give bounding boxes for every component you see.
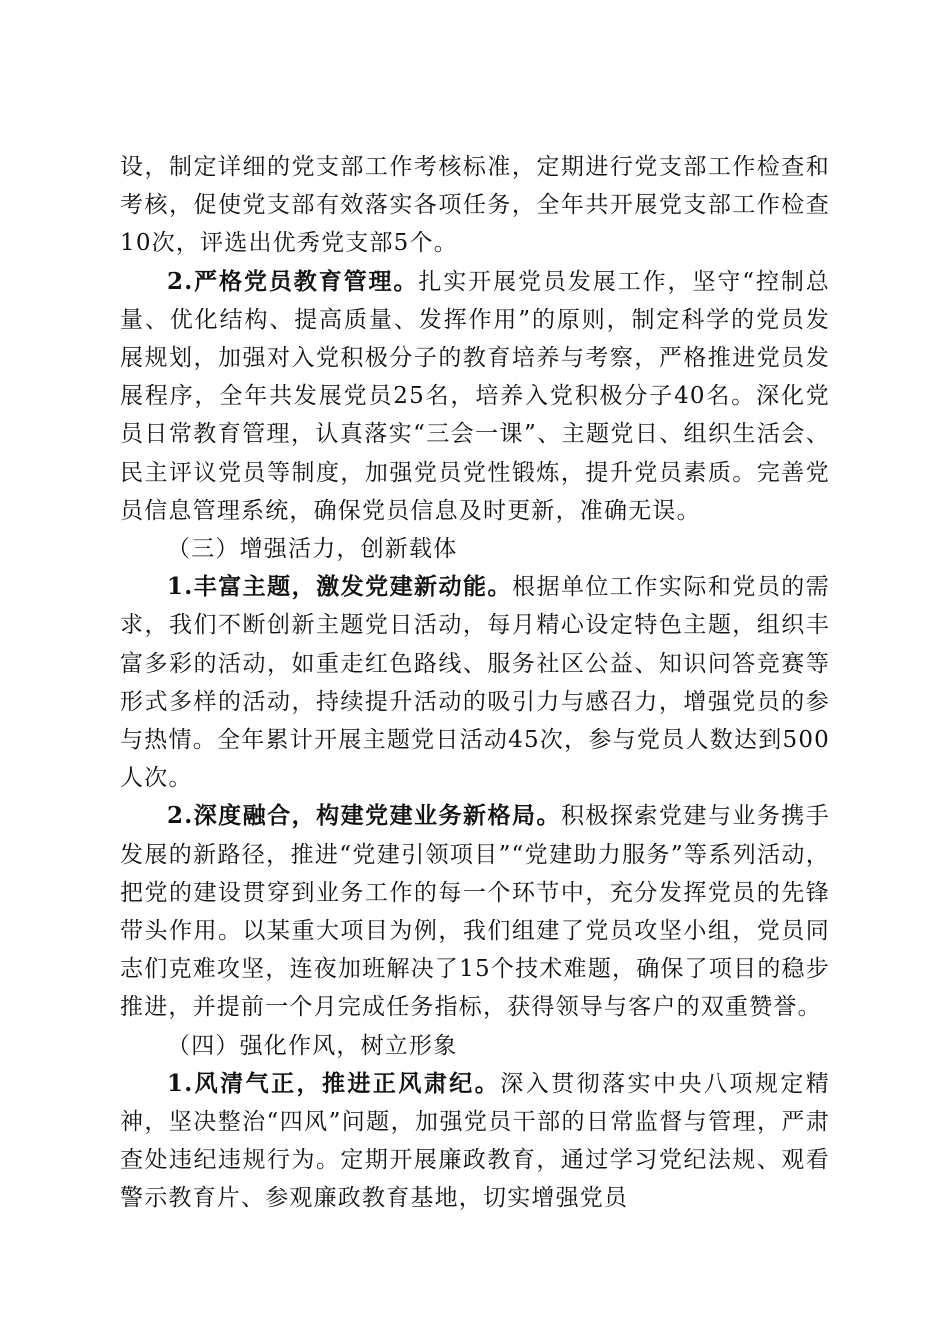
document-body [120, 148, 830, 1218]
paragraph-lead: 2.深度融合，构建党建业务新格局。 [167, 802, 561, 830]
heading-text: （四）强化作风，树立形象 [167, 1032, 458, 1059]
paragraph-lead: 1.风清气正，推进正风肃纪。 [167, 1069, 501, 1097]
paragraph-text: 深入贯彻落实中央八项规定精神，坚决整治“四风”问题，加强党员干部的日常监督与管理，严肃查处违纪违规行为。定期开展廉政教育，通过学习党纪法规、观看警示教育片、参观廉政教育基地，切实增强党员 [120, 1070, 830, 1212]
heading-text: （三）增强活力，创新载体 [167, 536, 458, 563]
paragraph-lead: 2.严格党员教育管理。 [167, 267, 419, 295]
paragraph-deep-integration [120, 797, 830, 1026]
paragraph-text: 积极探索党建与业务携手发展的新路径，推进“党建引领项目”“党建助力服务”等系列活动，把党的建设贯穿到业务工作的每一个环节中，充分发挥党员的先锋带头作用。以某重大项目为例，我们组建了党员攻坚小组，党员同志们克难攻坚，连夜加班解决了15个技术难题，确保了项目的稳步推进，并提前一个月完成任务指标，获得领导与客户的双重赞誉。 [120, 803, 830, 1021]
paragraph-clean-style [120, 1065, 830, 1218]
section-heading-three [120, 530, 830, 568]
paragraph-text: 设，制定详细的党支部工作考核标准，定期进行党支部工作检查和考核，促使党支部有效落实各项任务，全年共开展党支部工作检查10次，评选出优秀党支部5个。 [120, 154, 830, 257]
paragraph-rich-themes [120, 568, 830, 797]
paragraph-lead: 1.丰富主题，激发党建新动能。 [167, 573, 512, 601]
paragraph-party-member-education [120, 263, 830, 530]
section-heading-four [120, 1027, 830, 1065]
paragraph-text: 扎实开展党员发展工作，坚守“控制总量、优化结构、提高质量、发挥作用”的原则，制定科学的党员发展规划，加强对入党积极分子的教育培养与考察，严格推进党员发展程序，全年共发展党员25名，培养入党积极分子40名。深化党员日常教育管理，认真落实“三会一课”、主题党日、组织生活会、民主评议党员等制度，加强党员党性锻炼，提升党员素质。完善党员信息管理系统，确保党员信息及时更新，准确无误。 [120, 268, 830, 524]
paragraph-text: 根据单位工作实际和党员的需求，我们不断创新主题党日活动，每月精心设定特色主题，组织丰富多彩的活动，如重走红色路线、服务社区公益、知识问答竞赛等形式多样的活动，持续提升活动的吸引力与感召力，增强党员的参与热情。全年累计开展主题党日活动45次，参与党员人数达到500人次。 [120, 574, 830, 792]
paragraph-continuation [120, 148, 830, 263]
